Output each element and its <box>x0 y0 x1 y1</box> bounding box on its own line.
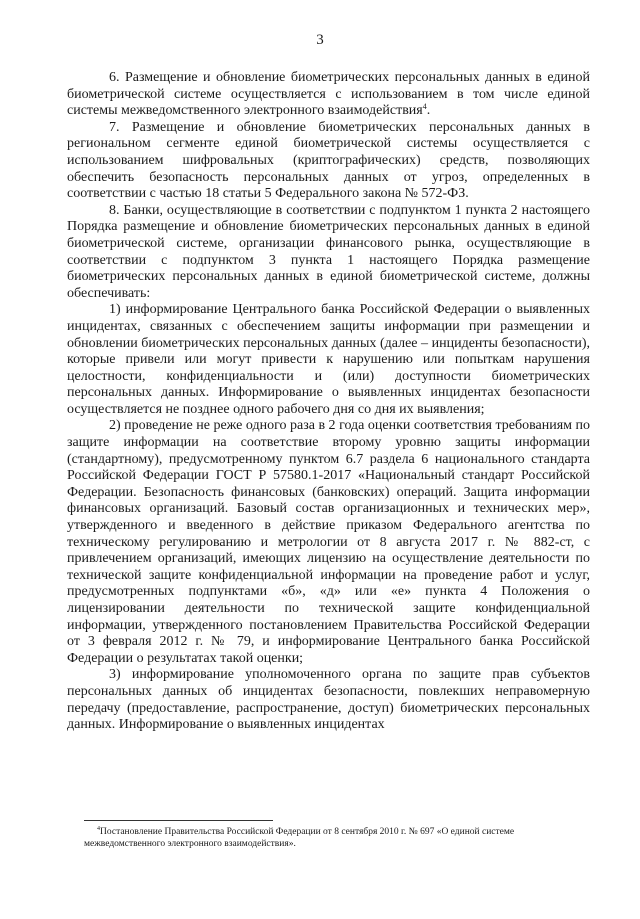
page-number: 3 <box>316 32 324 48</box>
paragraph-8: 8. Банки, осуществляющие в соответствии с подпунктом 1 пункта 2 настоящего Порядка размещение и обновление биометрических персональных данных в единой биометрической системе, организации финансового рынка, осуществляющие в соответствии с подпунктом 3 пункта 1 настоящего Порядка размещение биометрических персональных данных в единой биометрической системе, должны обеспечивать: <box>67 202 590 301</box>
paragraph-6 <box>67 70 590 120</box>
list-item-2: 2) проведение не реже одного раза в 2 года оценки соответствия требованиям по защите информации на соответствие второму уровню защиты информации (стандартному), предусмотренному пунктом 6.7 раздела 6 национального стандарта Российской Федерации ГОСТ Р 57580.1-2017 «Национальный стандарт Российской Федерации. Безопасность финансовых (банковских) операций. Защита информации финансовых организаций. Базовый состав организационных и технических мер», утвержденного и введенного в действие приказом Федерального агентства по техническому регулированию и метрологии от 8 августа 2017 г. № 882-ст, с привлечением организаций, имеющих лицензию на осуществление деятельности по технической защите конфиденциальной информации на проведение работ и услуг, предусмотренных подпунктами «б», «д» или «е» пункта 4 Положения о лицензировании деятельности по технической защите конфиденциальной информации, утвержденного постановлением Правительства Российской Федерации от 3 февраля 2012 г. № 79, и информирование Центрального банка Российской Федерации о результатах такой оценки; <box>67 418 590 666</box>
paragraph-6-tail: . <box>426 103 431 119</box>
footnote-text: Постановление Правительства Российской Федерации от 8 сентября 2010 г. № 697 «О единой системе межведомственного электронного взаимодействия». <box>84 827 515 849</box>
body-text <box>67 70 590 734</box>
paragraph-6-text: 6. Размещение и обновление биометрических персональных данных в единой биометрической системе осуществляется с использованием в том числе единой системы межведомственного электронного взаимодействия <box>67 70 590 119</box>
footnote-reference[interactable]: 4 <box>422 102 427 112</box>
list-item-3: 3) информирование уполномоченного органа по защите прав субъектов персональных данных об инцидентах безопасности, повлекших неправомерную передачу (предоставление, распространение, доступ) биометрических персональных данных. Информирование о выявленных инцидентах <box>67 667 590 733</box>
footnote <box>84 826 592 850</box>
paragraph-7: 7. Размещение и обновление биометрических персональных данных в региональном сегменте единой биометрической системы осуществляется с использованием шифровальных (криптографических) средств, позволяющих обеспечить безопасность персональных данных от угроз, определенных в соответствии с частью 18 статьи 5 Федерального закона № 572-ФЗ. <box>67 119 590 202</box>
footnote-separator <box>84 820 273 821</box>
footnote-number: 4 <box>97 826 100 832</box>
list-item-1: 1) информирование Центрального банка Российской Федерации о выявленных инцидентах, связанных с обеспечением защиты информации при размещении и обновлении биометрических персональных данных (далее – инциденты безопасности), которые привели или могут привести к нарушению или попыткам нарушения целостности, конфиденциальности и (или) доступности биометрических персональных данных. Информирование о выявленных инцидентах безопасности осуществляется не позднее одного рабочего дня со дня их выявления; <box>67 302 590 417</box>
